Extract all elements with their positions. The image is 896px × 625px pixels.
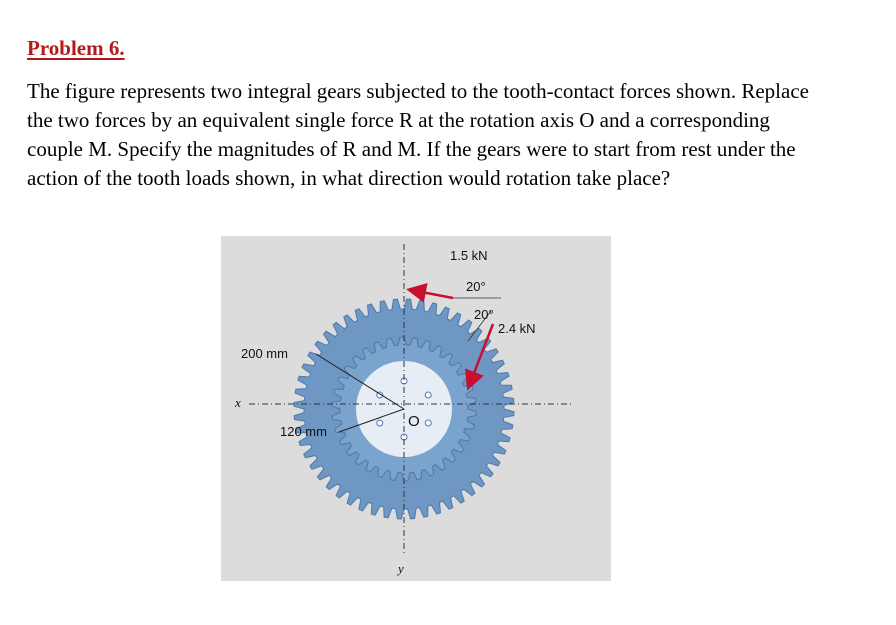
gear-figure (221, 236, 611, 581)
gear-diagram (221, 236, 611, 581)
bolt-hole (377, 420, 383, 426)
origin-label: O (408, 413, 420, 430)
small-radius-label: 120 mm (280, 424, 327, 439)
bolt-hole (425, 392, 431, 398)
angle-right-label: 20° (474, 307, 494, 322)
bolt-hole (425, 420, 431, 426)
force-right-label: 2.4 kN (498, 321, 536, 336)
problem-statement: The figure represents two integral gears subjected to the tooth-contact forces shown. Replace the two forces by an equivalent single force R at the rotation axis O and a corresponding couple M. Specify the magnitudes of R and M. If the gears were to start from rest under the action of the tooth loads shown, in what direction would rotation take place? (27, 79, 809, 190)
angle-top-label: 20° (466, 279, 486, 294)
force-top-label: 1.5 kN (450, 248, 488, 263)
problem-heading: Problem 6. (27, 36, 125, 60)
x-axis-label: x (235, 395, 241, 410)
y-axis-label: y (398, 561, 404, 576)
large-radius-label: 200 mm (241, 346, 288, 361)
